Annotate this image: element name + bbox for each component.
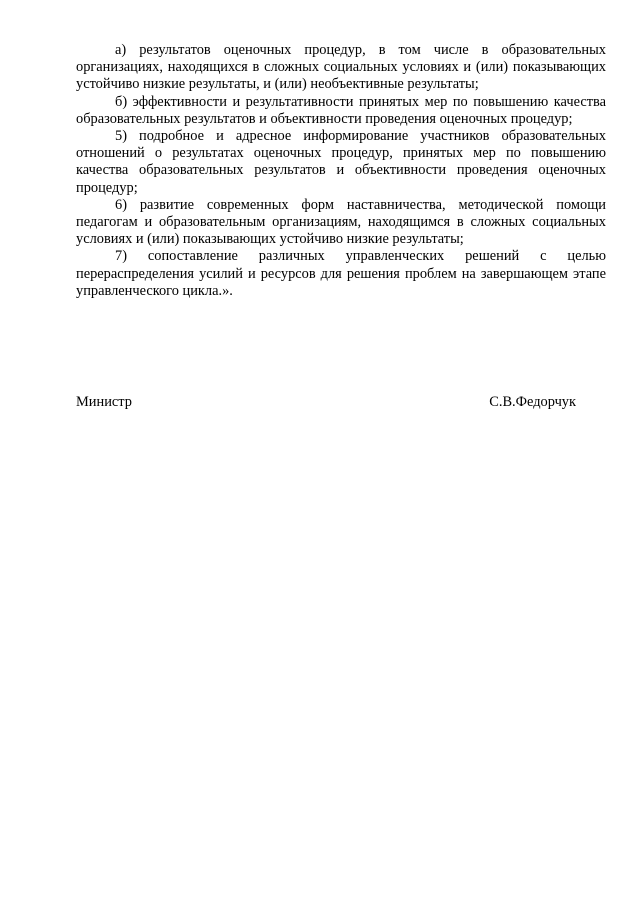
paragraph-b: б) эффективности и результативности принятых мер по повышению качества образовательных результатов и объективности проведения оценочных процедур; <box>76 93 606 127</box>
paragraph-6: 6) развитие современных форм наставничества, методической помощи педагогам и образовательным организациям, находящимся в сложных социальных условиях и (или) показывающих устойчиво низкие результаты; <box>76 196 606 248</box>
paragraph-5: 5) подробное и адресное информирование участников образовательных отношений о результатах оценочных процедур, принятых мер по повышению качества образовательных результатов и объективности проведения оценочных процедур; <box>76 128 606 196</box>
document-body <box>76 42 606 300</box>
paragraph-7: 7) сопоставление различных управленческих решений с целью перераспределения усилий и ресурсов для решения проблем на завершающем этапе управленческого цикла.». <box>76 248 606 299</box>
paragraph-a: а) результатов оценочных процедур, в том числе в образовательных организациях, находящихся в сложных социальных условиях и (или) показывающих устойчиво низкие результаты, и (или) необъективные результаты; <box>76 42 606 93</box>
signatory-name: С.В.Федорчук <box>489 394 576 410</box>
signature-block <box>76 394 576 411</box>
signatory-title: Министр <box>76 394 132 410</box>
